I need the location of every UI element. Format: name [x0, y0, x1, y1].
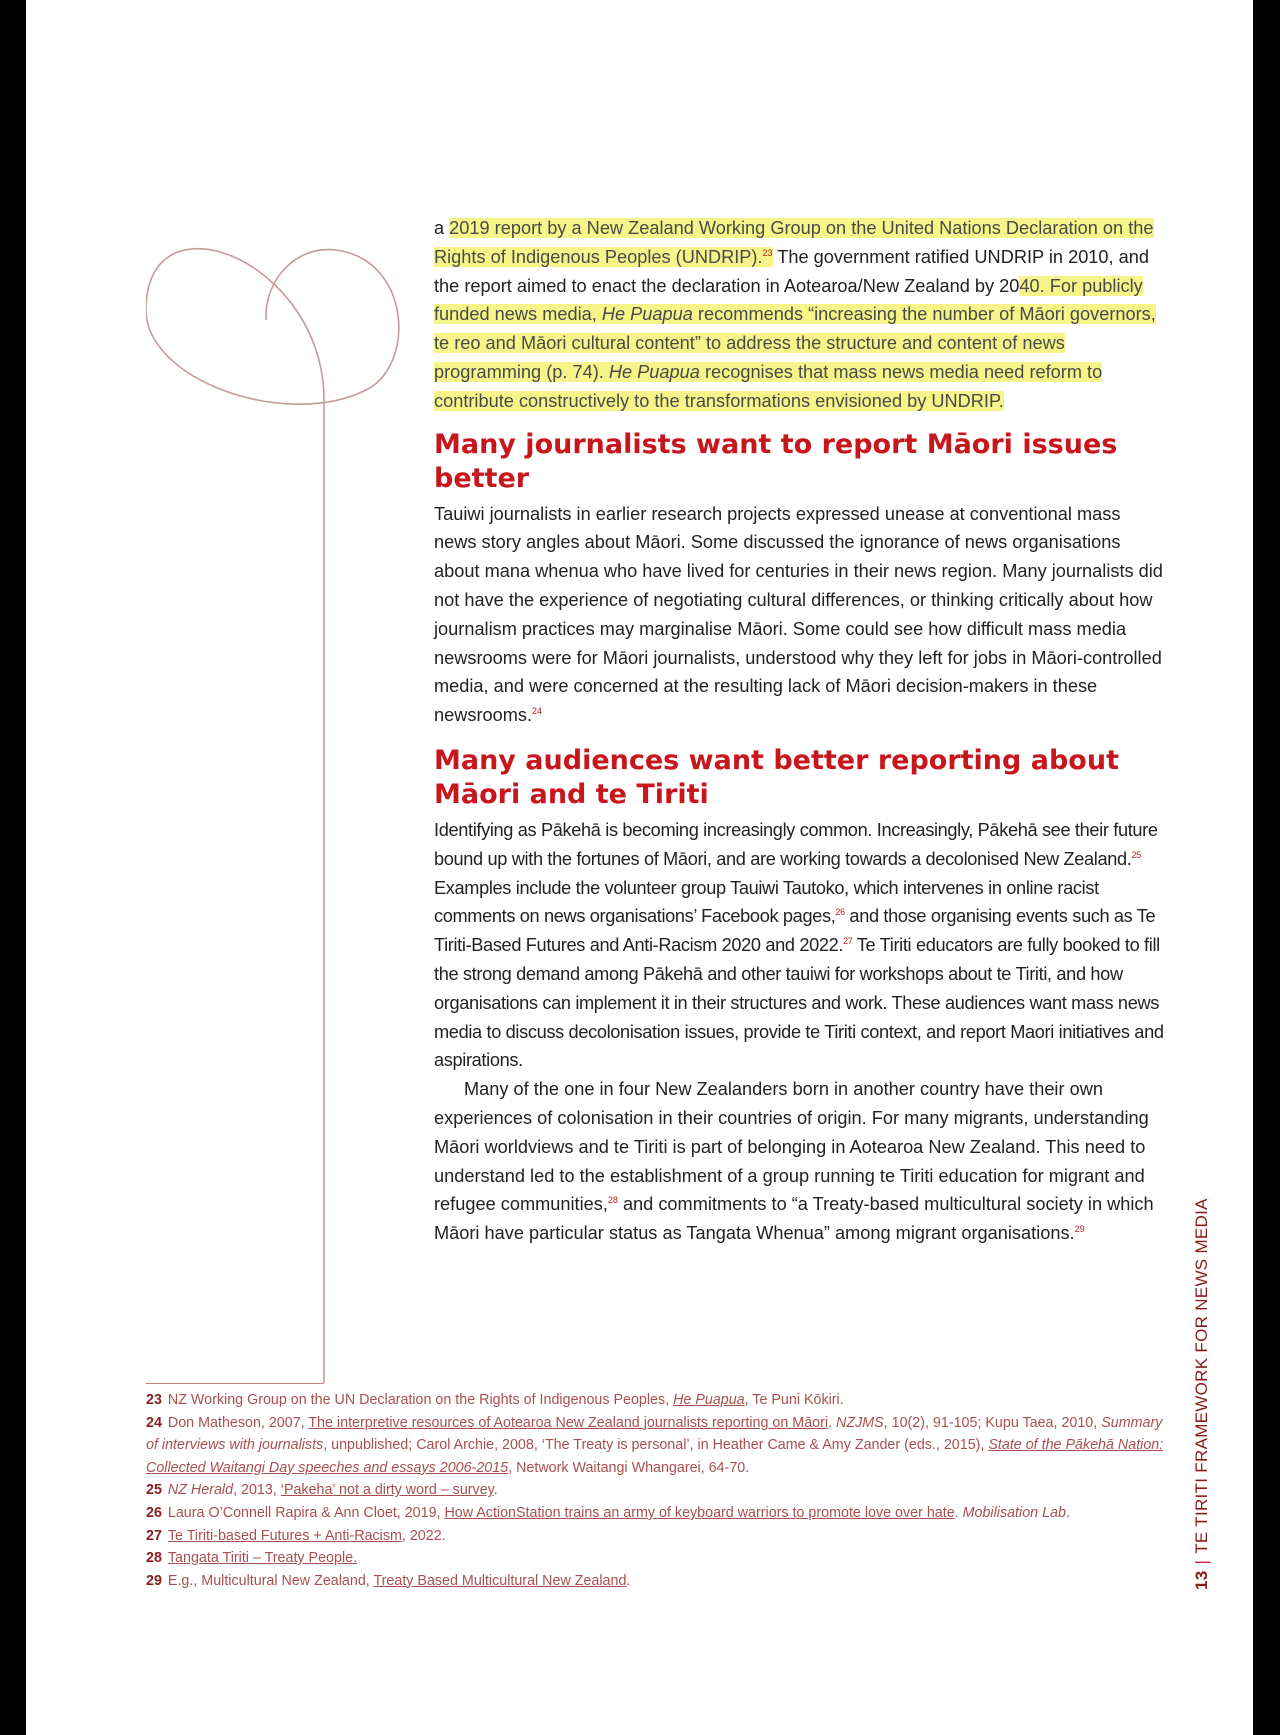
section2-text-b: Examples include the volunteer group Tauiwi Tautoko, which intervenes in online racist comments on news organisations’ Facebook pages,: [434, 877, 1099, 927]
footnote-link[interactable]: How ActionStation trains an army of keyboard warriors to promote love over hate: [444, 1504, 955, 1521]
section2-text-e: Many of the one in four New Zealanders born in another country have their own experiences of colonisation in their countries of origin. For many migrants, understanding Māori worldviews and te Tiriti is part of belonging in Aotearoa New Zealand. This need to understand led to the establishment of a group running te Tiriti education for migrant and refugee communities,: [434, 1079, 1149, 1215]
section1-text: Tauiwi journalists in earlier research projects expressed unease at conventional mass news story angles about Māori. Some discussed the ignorance of news organisations about mana whenua who have lived for centuries in their news region. Many journalists did not have the experience of negotiating cultural differences, or thinking critically about how journalism practices may marginalise Māori. Some could see how difficult mass media newsrooms were for Māori journalists, understood why they left for jobs in Māori-controlled media, and were concerned at the resulting lack of Māori decision-makers in these newsrooms.: [434, 503, 1163, 726]
document-page: [26, 0, 1253, 1735]
section2-text-a: Identifying as Pākehā is becoming increasingly common. Increasingly, Pākehā see their future bound up with the fortunes of Māori, and are working towards a decolonised New Zealand.: [434, 819, 1158, 869]
footnote-text: E.g., Multicultural New Zealand,: [167, 1572, 374, 1589]
footnote-ref-23[interactable]: 23: [762, 247, 773, 258]
section2-text-f: and commitments to “a Treaty-based multicultural society in which Māori have particular status as Tangata Whenua” among migrant organisations.: [434, 1194, 1154, 1244]
footnote-23: [146, 1389, 1166, 1412]
footnote-text: .: [954, 1504, 963, 1521]
intro-highlight-4: recognises that mass news media need reform to contribute constructively to the transformations envisioned by UNDRIP.: [434, 361, 1103, 411]
footnote-ref-28[interactable]: 28: [607, 1195, 618, 1206]
koru-decoration: [146, 200, 436, 1400]
footnote-28: [146, 1547, 1166, 1570]
footnote-ref-27[interactable]: 27: [843, 936, 853, 947]
intro-text-2: The government ratified UNDRIP in 2010, and the report aimed to enact the declaration in Aotearoa/New Zealand by 20: [434, 246, 1149, 296]
intro-highlight-2: 40. For publicly funded news media,: [434, 275, 1143, 325]
footnote-text: , 2013,: [233, 1482, 281, 1499]
intro-text: a: [434, 218, 450, 238]
publication-title: TE TIRITI FRAMEWORK FOR NEWS MEDIA: [1192, 1198, 1211, 1554]
footnote-text: .: [828, 1414, 837, 1431]
footnote-italic: Summary of interviews with journalists: [146, 1414, 1163, 1454]
footnote-link[interactable]: He Puapua: [673, 1392, 745, 1408]
footnote-27: [146, 1525, 1166, 1548]
footnote-link[interactable]: Treaty Based Multicultural New Zealand: [373, 1572, 627, 1589]
he-puapua-italic-2: He Puapua: [608, 361, 700, 382]
footnote-text: , 2022.: [401, 1527, 446, 1544]
separator: |: [1192, 1559, 1211, 1565]
footnote-ref-25[interactable]: 25: [1131, 849, 1141, 860]
section2-paragraph-2: [434, 1075, 1164, 1248]
footnotes: [146, 1389, 1166, 1592]
footnote-link[interactable]: Tangata Tiriti – Treaty People.: [167, 1550, 358, 1567]
footnote-link[interactable]: ‘Pakeha’ not a dirty word – survey: [280, 1482, 494, 1499]
footnote-italic: Mobilisation Lab: [962, 1504, 1066, 1521]
intro-paragraph: [434, 214, 1164, 416]
footnote-text: .: [1065, 1504, 1070, 1521]
running-footer-text: [1192, 1198, 1212, 1590]
footnote-text: .: [626, 1572, 631, 1589]
footnote-29: [146, 1570, 1166, 1593]
intro-highlight-1: 2019 report by a New Zealand Working Group on the United Nations Declaration on the Rights of Indigenous Peoples (UNDRIP).: [434, 218, 1154, 267]
footnote-number: 23: [146, 1392, 162, 1408]
footnote-italic: NZ Herald: [167, 1482, 234, 1499]
footnote-ref-24[interactable]: 24: [532, 706, 543, 717]
section-heading-journalists: Many journalists want to report Māori issues better: [434, 428, 1118, 494]
footnote-link[interactable]: State of the Pākehā Nation: Collected Waitangi Day speeches and essays 2006-2015: [146, 1437, 1164, 1476]
footnote-number: 25: [146, 1482, 162, 1499]
footnote-text: NZ Working Group on the UN Declaration on the Rights of Indigenous Peoples,: [167, 1392, 674, 1408]
footnote-number: 29: [146, 1572, 162, 1589]
he-puapua-italic: He Puapua: [601, 304, 693, 325]
section2-text-d: Te Tiriti educators are fully booked to fill the strong demand among Pākehā and other tauiwi for workshops about te Tiriti, and how organisations can implement it in their structures and work. These audiences want mass news media to discuss decolonisation issues, provide te Tiriti context, and report Maori initiatives and aspirations.: [434, 935, 1164, 1071]
intro-highlight-3: recommends “increasing the number of Māori governors, te reo and Māori cultural content” to address the structure and content of news programming (p. 74).: [434, 304, 1156, 382]
footnote-text: , 10(2), 91-105; Kupu Taea, 2010,: [883, 1414, 1102, 1431]
section2-paragraph-1: [434, 816, 1164, 1075]
footnote-ref-29[interactable]: 29: [1074, 1224, 1085, 1235]
section2-text-c: and those organising events such as Te Tiriti-Based Futures and Anti-Racism 2020 and 2022.: [434, 906, 1156, 956]
footnote-text: , Network Waitangi Whangarei, 64-70.: [508, 1459, 750, 1476]
footnote-italic: NZJMS: [836, 1414, 884, 1431]
section1-paragraph: [434, 500, 1164, 730]
main-text-column: [434, 214, 1164, 1248]
footnote-divider: [146, 1383, 324, 1384]
running-footer: [1188, 1198, 1218, 1590]
page-number: 13: [1192, 1570, 1211, 1590]
footnote-text: , Te Puni Kōkiri.: [744, 1392, 844, 1408]
footnote-number: 24: [146, 1414, 162, 1431]
footnote-number: 26: [146, 1504, 162, 1521]
footnote-text: Don Matheson, 2007,: [167, 1414, 309, 1431]
footnote-text: .: [493, 1482, 498, 1499]
footnote-link[interactable]: Te Tiriti-based Futures + Anti-Racism: [167, 1527, 402, 1544]
footnote-text: , unpublished; Carol Archie, 2008, ‘The Treaty is personal’, in Heather Came & Amy Zander (eds., 2015),: [323, 1437, 989, 1454]
footnote-number: 27: [146, 1527, 162, 1544]
footnote-link[interactable]: The interpretive resources of Aotearoa New Zealand journalists reporting on Māori: [308, 1414, 829, 1431]
footnote-24: [146, 1412, 1166, 1480]
section-heading-audiences: Many audiences want better reporting about Māori and te Tiriti: [434, 744, 1119, 810]
footnote-26: [146, 1502, 1166, 1525]
footnote-text: Laura O’Connell Rapira & Ann Cloet, 2019,: [167, 1504, 445, 1521]
footnote-number: 28: [146, 1550, 162, 1567]
footnote-25: [146, 1479, 1166, 1502]
footnote-ref-26[interactable]: 26: [835, 907, 845, 918]
